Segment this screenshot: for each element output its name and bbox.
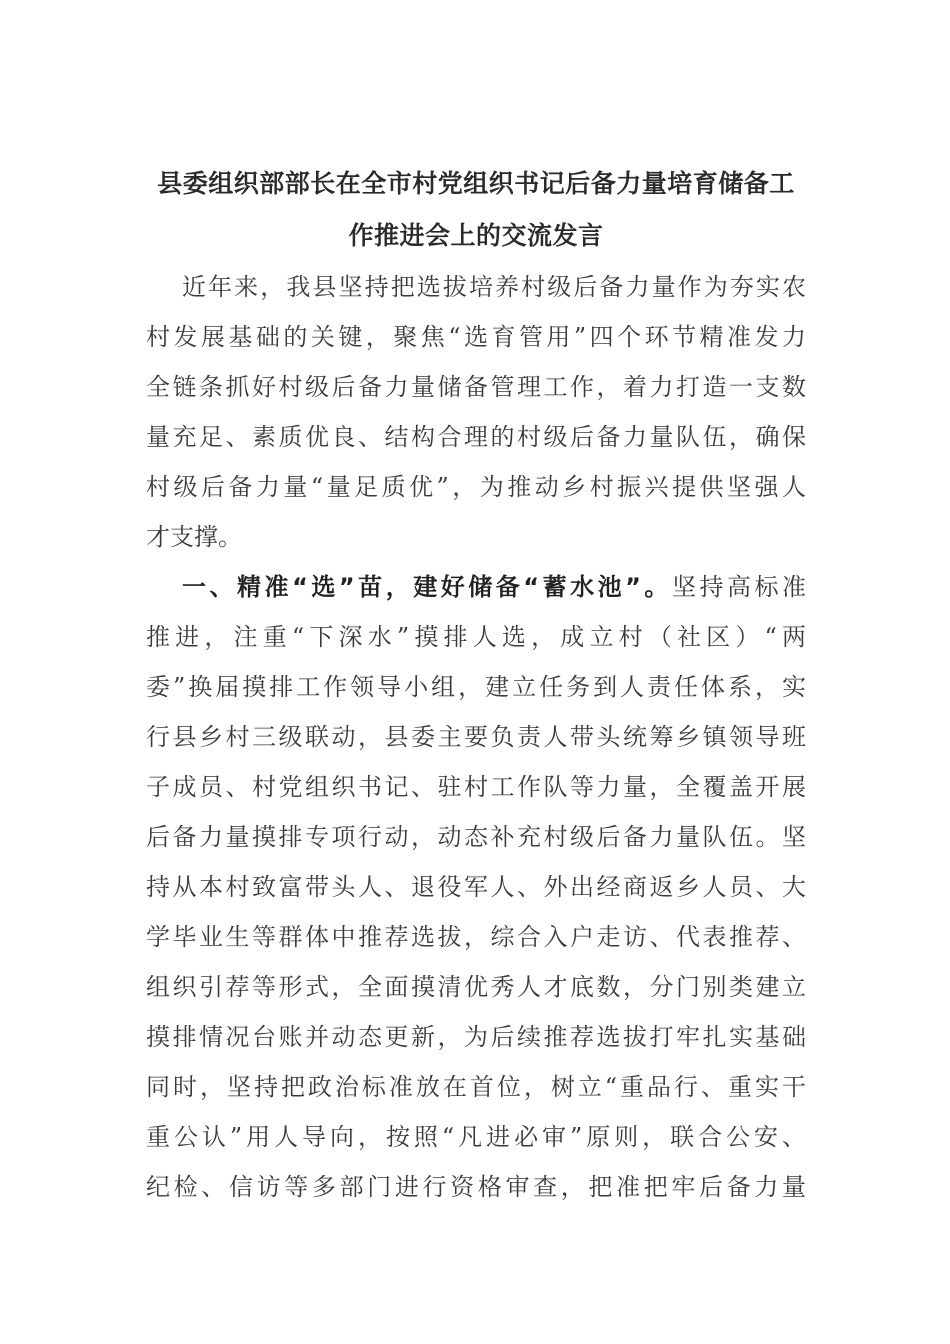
section-1-first-line-rest: 坚持高标准 xyxy=(671,573,807,601)
section-1-line-9: 组织引荐等形式，全面摸清优秀人才底数，分门别类建立 xyxy=(146,973,806,1001)
paragraph-1-line-4: 量充足、素质优良、结构合理的村级后备力量队伍，确保 xyxy=(146,423,806,451)
section-1-line-10: 摸排情况台账并动态更新，为后续推荐选拔打牢扎实基础 xyxy=(146,1023,806,1051)
section-1-line-7: 持从本村致富带头人、退役军人、外出经商返乡人员、大 xyxy=(146,873,806,901)
paragraph-1-line-6: 才支撑。 xyxy=(146,523,242,551)
section-1-line-13: 纪检、信访等多部门进行资格审查，把准把牢后备力量 xyxy=(146,1173,806,1201)
section-1-line-1 xyxy=(146,562,806,612)
section-1-line-12: 重公认”用人导向，按照“凡进必审”原则，联合公安、 xyxy=(146,1123,806,1151)
title-line-2: 作推进会上的交流发言 xyxy=(348,221,604,250)
section-1-line-11: 同时，坚持把政治标准放在首位，树立“重品行、重实干 xyxy=(146,1073,806,1101)
paragraph-1-line-5: 村级后备力量“量足质优”，为推动乡村振兴提供坚强人 xyxy=(146,473,806,501)
paragraph-1-line-1: 近年来，我县坚持把选拔培养村级后备力量作为夯实农 xyxy=(182,273,806,301)
paragraph-1-line-2: 村发展基础的关键，聚焦“选育管用”四个环节精准发力 xyxy=(146,323,806,351)
section-1-line-8: 学毕业生等群体中推荐选拔，综合入户走访、代表推荐、 xyxy=(146,923,806,951)
paragraph-1-line-3: 全链条抓好村级后备力量储备管理工作，着力打造一支数 xyxy=(146,373,806,401)
section-1-line-6: 后备力量摸排专项行动，动态补充村级后备力量队伍。坚 xyxy=(146,823,806,851)
section-1-line-2: 推进，注重“下深水”摸排人选，成立村（社区）“两 xyxy=(146,623,806,651)
section-1-heading: 一、精准“选”苗，建好储备“蓄水池”。 xyxy=(182,573,672,601)
section-1-line-5: 子成员、村党组织书记、驻村工作队等力量，全覆盖开展 xyxy=(146,773,806,801)
title-line-1: 县委组织部部长在全市村党组织书记后备力量培育储备工 xyxy=(157,169,795,198)
document-title xyxy=(146,158,806,262)
section-1-line-4: 行县乡村三级联动，县委主要负责人带头统筹乡镇领导班 xyxy=(146,723,806,751)
section-1-line-3: 委”换届摸排工作领导小组，建立任务到人责任体系，实 xyxy=(146,673,806,701)
